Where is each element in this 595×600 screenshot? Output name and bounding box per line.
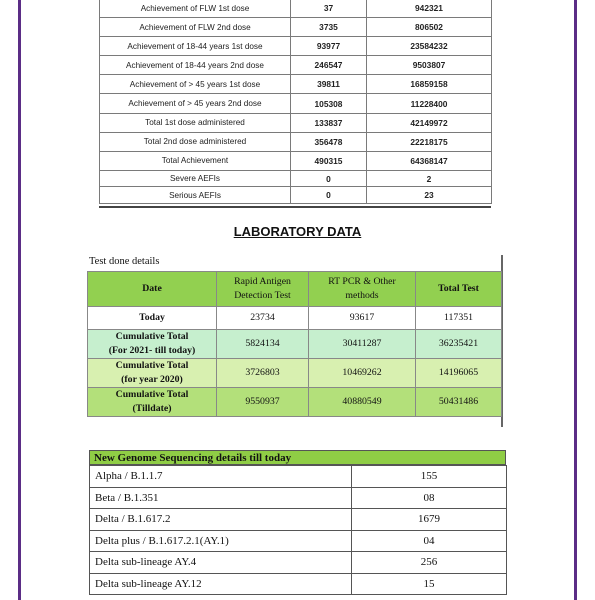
header-date: Date (88, 272, 217, 307)
header-rapid-antigen: Rapid Antigen Detection Test (217, 272, 309, 307)
row-label: Cumulative Total (for year 2020) (88, 359, 217, 388)
cumulative-value: 11228400 (367, 94, 492, 113)
table-row (100, 0, 492, 18)
variant-count: 1679 (352, 509, 507, 531)
table-row (90, 530, 507, 552)
cumulative-value: 16859158 (367, 75, 492, 94)
variant-name: Delta sub-lineage AY.12 (90, 573, 352, 595)
today-value: 0 (291, 187, 367, 204)
rapid-value: 3726803 (217, 359, 309, 388)
today-value: 37 (291, 0, 367, 18)
row-label: Serious AEFIs (100, 187, 291, 204)
cumulative-value: 9503807 (367, 56, 492, 75)
table-row (90, 573, 507, 595)
total-value: 50431486 (416, 388, 502, 417)
cumulative-value: 42149972 (367, 113, 492, 132)
row-label: Achievement of 18-44 years 2nd dose (100, 56, 291, 75)
table-row (90, 509, 507, 531)
row-label: Cumulative Total (Tilldate) (88, 388, 217, 417)
today-value: 133837 (291, 113, 367, 132)
rapid-value: 9550937 (217, 388, 309, 417)
genome-sequencing-table (89, 465, 507, 595)
rapid-value: 23734 (217, 307, 309, 330)
header-total-test: Total Test (416, 272, 502, 307)
table-header-row (88, 272, 502, 307)
table-row (100, 151, 492, 170)
table-row (100, 94, 492, 113)
laboratory-table (87, 271, 502, 417)
table-row (88, 307, 502, 330)
today-value: 246547 (291, 56, 367, 75)
rtpcr-value: 10469262 (309, 359, 416, 388)
table-row (88, 388, 502, 417)
rtpcr-value: 30411287 (309, 330, 416, 359)
page-border-right (574, 0, 577, 600)
table-row (100, 75, 492, 94)
variant-name: Delta plus / B.1.617.2.1(AY.1) (90, 530, 352, 552)
cumulative-value: 2 (367, 170, 492, 187)
row-label: Achievement of 18-44 years 1st dose (100, 37, 291, 56)
total-value: 36235421 (416, 330, 502, 359)
total-value: 117351 (416, 307, 502, 330)
header-rtpcr: RT PCR & Other methods (309, 272, 416, 307)
variant-name: Delta / B.1.617.2 (90, 509, 352, 531)
row-label: Total 1st dose administered (100, 113, 291, 132)
row-label: Achievement of > 45 years 1st dose (100, 75, 291, 94)
table-row (100, 18, 492, 37)
cumulative-value: 23584232 (367, 37, 492, 56)
genome-table-title: New Genome Sequencing details till today (89, 450, 506, 465)
today-value: 3735 (291, 18, 367, 37)
row-label: Total 2nd dose administered (100, 132, 291, 151)
variant-name: Delta sub-lineage AY.4 (90, 552, 352, 574)
vaccination-table (99, 0, 492, 204)
row-label: Achievement of > 45 years 2nd dose (100, 94, 291, 113)
table-row (100, 113, 492, 132)
table-row (88, 359, 502, 388)
row-label: Total Achievement (100, 151, 291, 170)
table-row (90, 466, 507, 488)
rapid-value: 5824134 (217, 330, 309, 359)
table-row (100, 187, 492, 204)
table-row (100, 37, 492, 56)
table-row (90, 552, 507, 574)
variant-count: 04 (352, 530, 507, 552)
row-label: Achievement of FLW 2nd dose (100, 18, 291, 37)
row-label: Today (88, 307, 217, 330)
table-row (88, 330, 502, 359)
page-border-left (18, 0, 21, 600)
variant-count: 256 (352, 552, 507, 574)
table-bottom-rule (99, 204, 491, 208)
variant-count: 155 (352, 466, 507, 488)
today-value: 93977 (291, 37, 367, 56)
today-value: 105308 (291, 94, 367, 113)
test-details-caption: Test done details (89, 256, 160, 267)
cumulative-value: 64368147 (367, 151, 492, 170)
table-row (90, 487, 507, 509)
today-value: 356478 (291, 132, 367, 151)
row-label: Severe AEFIs (100, 170, 291, 187)
today-value: 0 (291, 170, 367, 187)
total-value: 14196065 (416, 359, 502, 388)
row-label: Achievement of FLW 1st dose (100, 0, 291, 18)
rtpcr-value: 93617 (309, 307, 416, 330)
cumulative-value: 942321 (367, 0, 492, 18)
cumulative-value: 806502 (367, 18, 492, 37)
section-heading-laboratory: LABORATORY DATA (233, 224, 362, 239)
rtpcr-value: 40880549 (309, 388, 416, 417)
cumulative-value: 22218175 (367, 132, 492, 151)
row-label: Cumulative Total (For 2021- till today) (88, 330, 217, 359)
variant-name: Beta / B.1.351 (90, 487, 352, 509)
variant-count: 15 (352, 573, 507, 595)
variant-name: Alpha / B.1.1.7 (90, 466, 352, 488)
variant-count: 08 (352, 487, 507, 509)
table-row (100, 132, 492, 151)
cumulative-value: 23 (367, 187, 492, 204)
today-value: 490315 (291, 151, 367, 170)
today-value: 39811 (291, 75, 367, 94)
table-row (100, 170, 492, 187)
table-row (100, 56, 492, 75)
